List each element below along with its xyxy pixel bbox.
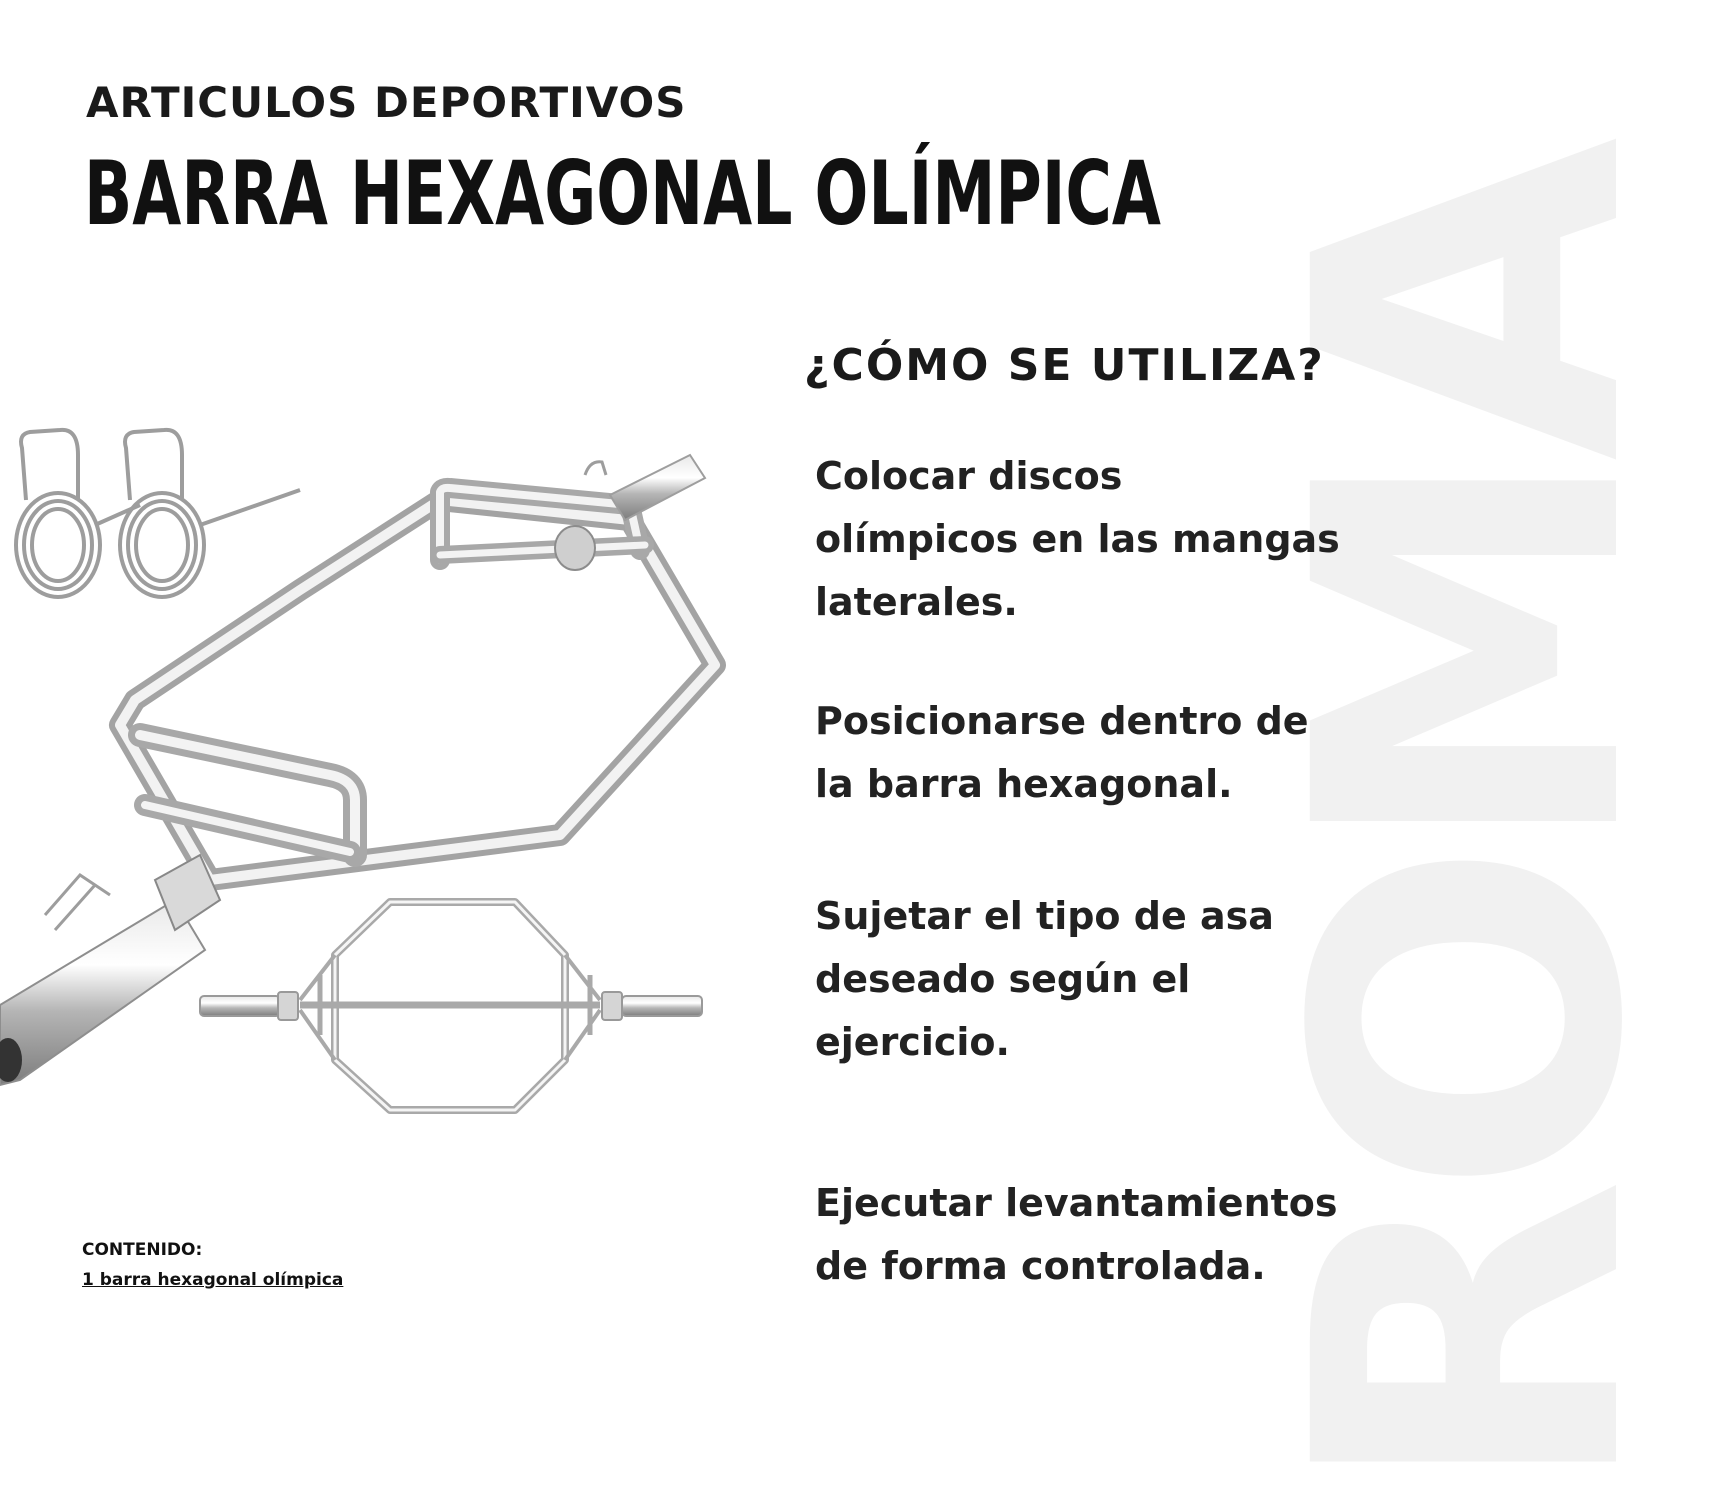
usage-step-1 xyxy=(815,445,1375,634)
usage-step-line: Sujetar el tipo de asa xyxy=(815,894,1274,938)
usage-step-4 xyxy=(815,1172,1375,1298)
hex-bar-top-view xyxy=(200,902,702,1110)
contents-label: CONTENIDO: xyxy=(82,1240,203,1260)
usage-step-line: Ejecutar levantamientos xyxy=(815,1181,1338,1225)
usage-step-3 xyxy=(815,885,1375,1074)
product-title: BARRA HEXAGONAL OLÍMPICA xyxy=(84,142,1161,245)
usage-title: ¿CÓMO SE UTILIZA? xyxy=(804,340,1325,391)
category-kicker: ARTICULOS DEPORTIVOS xyxy=(86,78,687,127)
usage-step-line: ejercicio. xyxy=(815,1020,1010,1064)
hex-bar-main xyxy=(120,488,715,880)
usage-step-line: laterales. xyxy=(815,580,1018,624)
contents-item-link[interactable]: 1 barra hexagonal olímpica xyxy=(82,1270,344,1290)
usage-step-line: la barra hexagonal. xyxy=(815,762,1233,806)
spring-collar-icon xyxy=(120,430,300,597)
usage-step-line: Colocar discos xyxy=(815,454,1123,498)
brand-watermark-text: ROMA xyxy=(1227,156,1716,1500)
usage-step-line: Posicionarse dentro de xyxy=(815,699,1309,743)
usage-step-line: deseado según el xyxy=(815,957,1191,1001)
usage-step-2 xyxy=(815,690,1375,816)
spring-collar-icon xyxy=(16,430,140,597)
lower-sleeve xyxy=(0,855,220,1085)
usage-step-line: de forma controlada. xyxy=(815,1244,1266,1288)
usage-step-line: olímpicos en las mangas xyxy=(815,517,1340,561)
